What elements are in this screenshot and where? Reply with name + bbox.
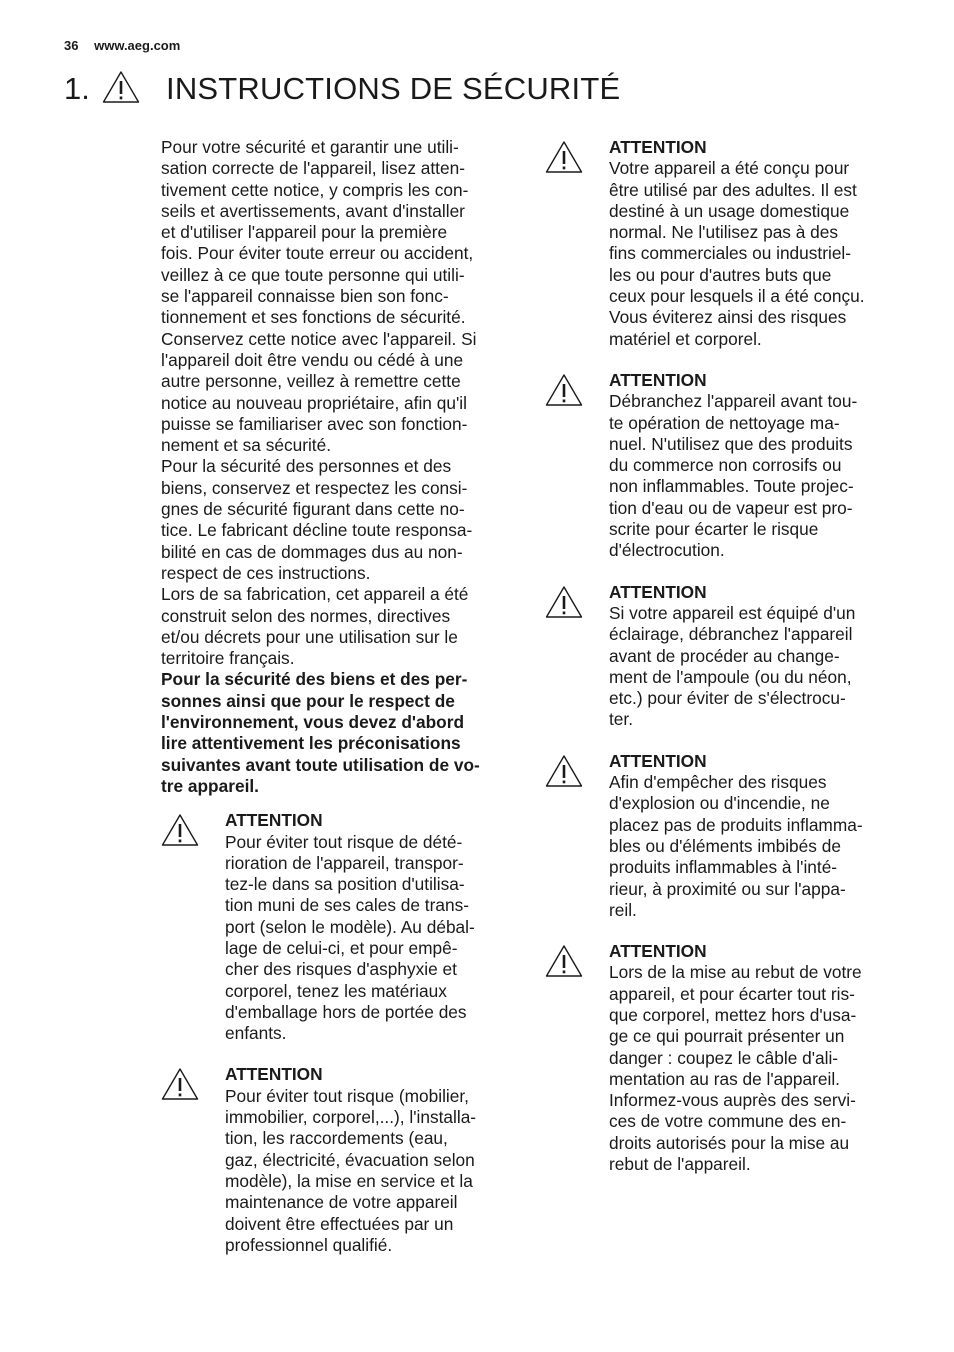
text-line: que corporel, mettez hors d'usa- xyxy=(609,1004,857,1025)
text-line: professionnel qualifié. xyxy=(225,1234,393,1255)
text-line: destiné à un usage domestique xyxy=(609,200,850,221)
text-line: danger : coupez le câble d'ali- xyxy=(609,1047,839,1068)
text-line: se l'appareil connaisse bien son fonc- xyxy=(161,286,449,307)
page-header xyxy=(64,38,180,53)
intro-paragraph-3 xyxy=(161,584,517,669)
text-line: scrite pour écarter le risque xyxy=(609,519,819,540)
text-line: lage de celui-ci, et pour empê- xyxy=(225,937,458,958)
warning-title: ATTENTION xyxy=(225,1064,323,1085)
text-line: etc.) pour éviter de s'électrocu- xyxy=(609,688,846,709)
text-line: sonnes ainsi que pour le respect de xyxy=(161,690,455,711)
text-line: territoire français. xyxy=(161,648,295,669)
text-line: te opération de nettoyage ma- xyxy=(609,412,840,433)
text-line: maintenance de votre appareil xyxy=(225,1192,458,1213)
text-line: l'environnement, vous devez d'abord xyxy=(161,712,465,733)
warning-triangle-icon xyxy=(545,941,609,1175)
warning-block xyxy=(161,1064,517,1256)
warning-body xyxy=(225,1064,517,1256)
text-line: enfants. xyxy=(225,1023,287,1044)
text-line: immobilier, corporel,...), l'installa- xyxy=(225,1107,477,1128)
text-line: respect de ces instructions. xyxy=(161,562,371,583)
text-line: corporel, tenez les matériaux xyxy=(225,980,447,1001)
text-line: normal. Ne l'utilisez pas à des xyxy=(609,222,839,243)
text-line: Votre appareil a été conçu pour xyxy=(609,158,850,179)
text-line: du commerce non corrosifs ou xyxy=(609,455,842,476)
text-line: reil. xyxy=(609,899,637,920)
text-line: tre appareil. xyxy=(161,775,259,796)
warning-body xyxy=(609,582,905,731)
text-line: d'électrocution. xyxy=(609,540,725,561)
text-line: placez pas de produits inflamma- xyxy=(609,814,863,835)
text-line: seils et avertissements, avant d'installer xyxy=(161,200,465,221)
text-line: Débranchez l'appareil avant tou- xyxy=(609,391,858,412)
warning-block xyxy=(545,751,905,921)
text-line: tice. Le fabricant décline toute responsa- xyxy=(161,520,473,541)
text-line: nement et sa sécurité. xyxy=(161,435,332,456)
text-line: port (selon le modèle). Au débal- xyxy=(225,916,475,937)
text-line: tion d'eau ou de vapeur est pro- xyxy=(609,497,853,518)
text-line: mentation au ras de l'appareil. xyxy=(609,1068,840,1089)
text-line: fois. Pour éviter toute erreur ou accident, xyxy=(161,243,474,264)
text-line: cher des risques d'asphyxie et xyxy=(225,959,457,980)
text-line: non inflammables. Toute projec- xyxy=(609,476,854,497)
text-line: puisse se familiariser avec son fonction- xyxy=(161,413,468,434)
warning-title: ATTENTION xyxy=(609,750,707,771)
text-line: et/ou décrets pour une utilisation sur le xyxy=(161,626,458,647)
text-line: fins commerciales ou industriel- xyxy=(609,243,852,264)
text-line: autre personne, veillez à remettre cette xyxy=(161,371,461,392)
intro-paragraph-2 xyxy=(161,456,517,584)
warning-block xyxy=(161,810,517,1044)
text-line: avant de procéder au change- xyxy=(609,645,840,666)
right-column xyxy=(545,137,905,1175)
intro-paragraph-1 xyxy=(161,137,517,456)
website-url: www.aeg.com xyxy=(94,38,181,53)
text-line: les ou pour d'autres buts que xyxy=(609,264,832,285)
text-line: Lors de sa fabrication, cet appareil a été xyxy=(161,584,469,605)
text-line: tionnement et ses fonctions de sécurité. xyxy=(161,307,466,328)
text-line: matériel et corporel. xyxy=(609,328,762,349)
text-line: Afin d'empêcher des risques xyxy=(609,772,827,793)
text-line: ceux pour lesquels il a été conçu. xyxy=(609,286,865,307)
text-line: tez-le dans sa position d'utilisa- xyxy=(225,874,465,895)
text-line: notice au nouveau propriétaire, afin qu'il xyxy=(161,392,467,413)
text-line: tivement cette notice, y compris les con- xyxy=(161,179,469,200)
text-line: ment de l'ampoule (ou du néon, xyxy=(609,666,852,687)
right-warnings xyxy=(545,137,905,1175)
text-line: tion muni de ses cales de trans- xyxy=(225,895,469,916)
warning-triangle-icon xyxy=(102,70,140,109)
text-line: biens, conservez et respectez les consi- xyxy=(161,477,468,498)
page-number: 36 xyxy=(64,38,79,53)
text-line: Conservez cette notice avec l'appareil. Si xyxy=(161,328,477,349)
section-title-text: INSTRUCTIONS DE SÉCURITÉ xyxy=(166,71,621,106)
warning-body xyxy=(609,370,905,562)
text-line: Si votre appareil est équipé d'un xyxy=(609,602,856,623)
text-line: rebut de l'appareil. xyxy=(609,1154,751,1175)
text-line: Pour éviter tout risque (mobilier, xyxy=(225,1085,469,1106)
warning-body xyxy=(225,810,517,1044)
text-line: suivantes avant toute utilisation de vo- xyxy=(161,754,480,775)
warning-block xyxy=(545,370,905,562)
text-line: Pour la sécurité des personnes et des xyxy=(161,456,452,477)
text-line: modèle), la mise en service et la xyxy=(225,1170,473,1191)
text-line: et d'utiliser l'appareil pour la première xyxy=(161,222,448,243)
text-line: gaz, électricité, évacuation selon xyxy=(225,1149,475,1170)
warning-triangle-icon xyxy=(161,1064,225,1256)
text-line: produits inflammables à l'inté- xyxy=(609,857,838,878)
warning-triangle-icon xyxy=(545,370,609,562)
text-line: être utilisé par des adultes. Il est xyxy=(609,179,857,200)
warning-title: ATTENTION xyxy=(609,369,707,390)
text-line: d'explosion ou d'incendie, ne xyxy=(609,793,830,814)
text-line: bles ou d'éléments imbibés de xyxy=(609,835,841,856)
text-line: d'emballage hors de portée des xyxy=(225,1001,467,1022)
section-title xyxy=(64,66,620,112)
warning-body xyxy=(609,941,905,1175)
text-line: l'appareil doit être vendu ou cédé à une xyxy=(161,349,464,370)
warning-body xyxy=(609,751,905,921)
text-line: veillez à ce que toute personne qui utili- xyxy=(161,264,465,285)
text-line: rieur, à proximité ou sur l'appa- xyxy=(609,878,846,899)
text-line: Vous éviterez ainsi des risques xyxy=(609,307,847,328)
warning-block xyxy=(545,941,905,1175)
warning-triangle-icon xyxy=(545,137,609,350)
warning-block xyxy=(545,582,905,731)
text-line: Pour votre sécurité et garantir une utili- xyxy=(161,137,459,157)
text-line: ter. xyxy=(609,709,634,730)
warning-triangle-icon xyxy=(545,751,609,921)
warning-body xyxy=(609,137,905,350)
text-line: tion, les raccordements (eau, xyxy=(225,1128,448,1149)
warning-triangle-icon xyxy=(545,582,609,731)
text-line: rioration de l'appareil, transpor- xyxy=(225,852,464,873)
text-line: Pour la sécurité des biens et des per- xyxy=(161,669,468,690)
text-line: doivent être effectuées par un xyxy=(225,1213,454,1234)
text-line: Lors de la mise au rebut de votre xyxy=(609,962,862,983)
text-line: lire attentivement les préconisations xyxy=(161,733,461,754)
text-line: Pour éviter tout risque de dété- xyxy=(225,831,463,852)
text-line: droits autorisés pour la mise au xyxy=(609,1132,850,1153)
section-number: 1. xyxy=(64,71,90,106)
left-warnings xyxy=(161,810,517,1256)
intro-bold-paragraph xyxy=(161,669,517,797)
warning-title: ATTENTION xyxy=(609,941,707,962)
text-line: gnes de sécurité figurant dans cette no- xyxy=(161,499,465,520)
text-line: bilité en cas de dommages dus au non- xyxy=(161,541,463,562)
warning-title: ATTENTION xyxy=(609,137,707,157)
text-line: sation correcte de l'appareil, lisez atten- xyxy=(161,158,465,179)
text-line: éclairage, débranchez l'appareil xyxy=(609,624,853,645)
left-column xyxy=(161,137,517,1256)
text-line: appareil, et pour écarter tout ris- xyxy=(609,983,855,1004)
text-line: construit selon des normes, directives xyxy=(161,605,451,626)
warning-block xyxy=(545,137,905,350)
warning-title: ATTENTION xyxy=(609,581,707,602)
text-line: Informez-vous auprès des servi- xyxy=(609,1090,856,1111)
text-line: ces de votre commune des en- xyxy=(609,1111,847,1132)
text-line: nuel. N'utilisez que des produits xyxy=(609,433,853,454)
warning-triangle-icon xyxy=(161,810,225,1044)
text-line: ge ce qui pourrait présenter un xyxy=(609,1026,845,1047)
warning-title: ATTENTION xyxy=(225,810,323,831)
